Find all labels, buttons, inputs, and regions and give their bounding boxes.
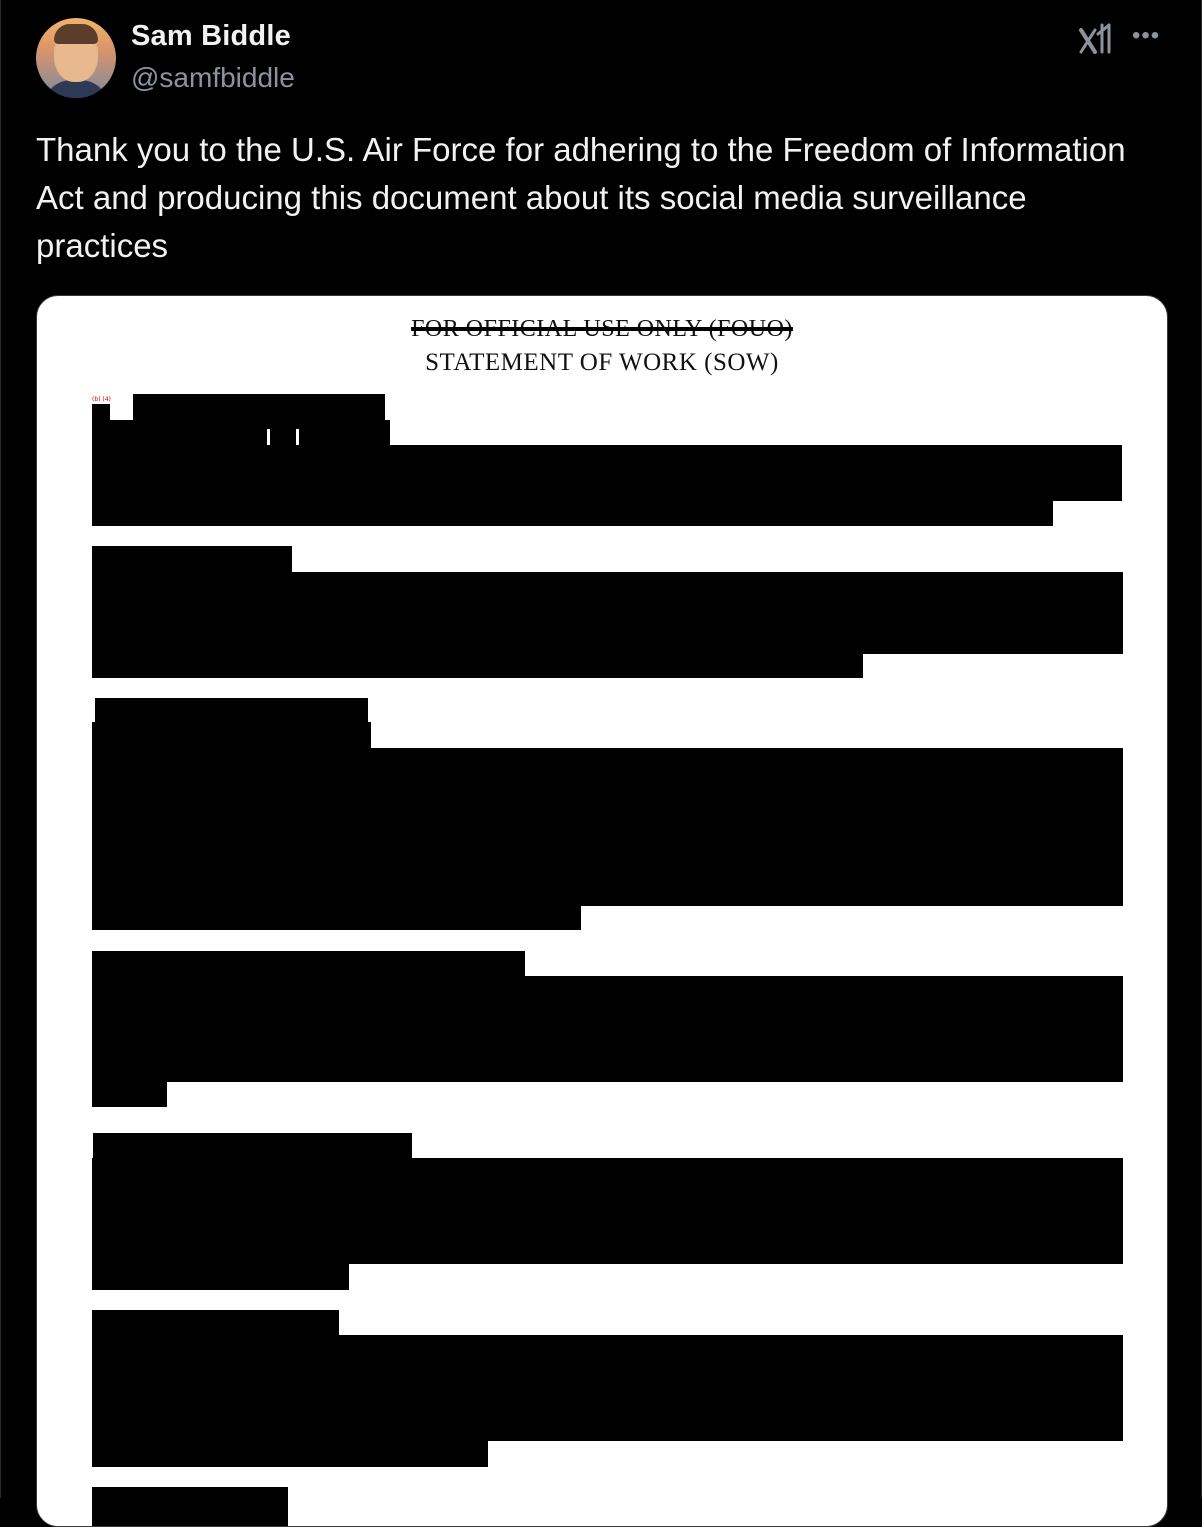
redaction-exemption-code: (b) (4) (92, 396, 111, 403)
redaction-block (92, 445, 1122, 501)
redaction-block (92, 500, 1053, 526)
author-display-name[interactable]: Sam Biddle (131, 20, 291, 52)
redaction-block (92, 1439, 488, 1467)
redaction-block (92, 976, 1123, 1082)
tweet-text: Thank you to the U.S. Air Force for adhering to the Freedom of Information Act and producing this document about its social media surveillance practices (36, 131, 1126, 264)
redaction-block (92, 1262, 349, 1290)
more-options-icon[interactable]: ••• (1132, 22, 1161, 49)
redaction-block (92, 420, 390, 446)
document-classification-header: FOR OFFICIAL USE ONLY (FOUO) (411, 316, 793, 342)
author-handle[interactable]: @samfbiddle (131, 62, 295, 93)
document-title: STATEMENT OF WORK (SOW) (425, 349, 779, 376)
attached-document-image[interactable] (36, 295, 1168, 1527)
redaction-block (92, 652, 863, 678)
redaction-block (92, 1335, 1123, 1441)
redaction-block (92, 904, 581, 930)
redaction-block (92, 1158, 1123, 1264)
redaction-block (92, 748, 1123, 906)
form-mark (267, 429, 270, 445)
redaction-block (92, 572, 1123, 654)
redaction-block (92, 1080, 167, 1107)
avatar-hair (54, 24, 98, 44)
x-logo-icon[interactable] (1078, 22, 1112, 54)
avatar[interactable] (36, 18, 116, 98)
form-mark (296, 429, 299, 445)
avatar-shirt (42, 80, 110, 98)
redaction-block (92, 1487, 288, 1527)
